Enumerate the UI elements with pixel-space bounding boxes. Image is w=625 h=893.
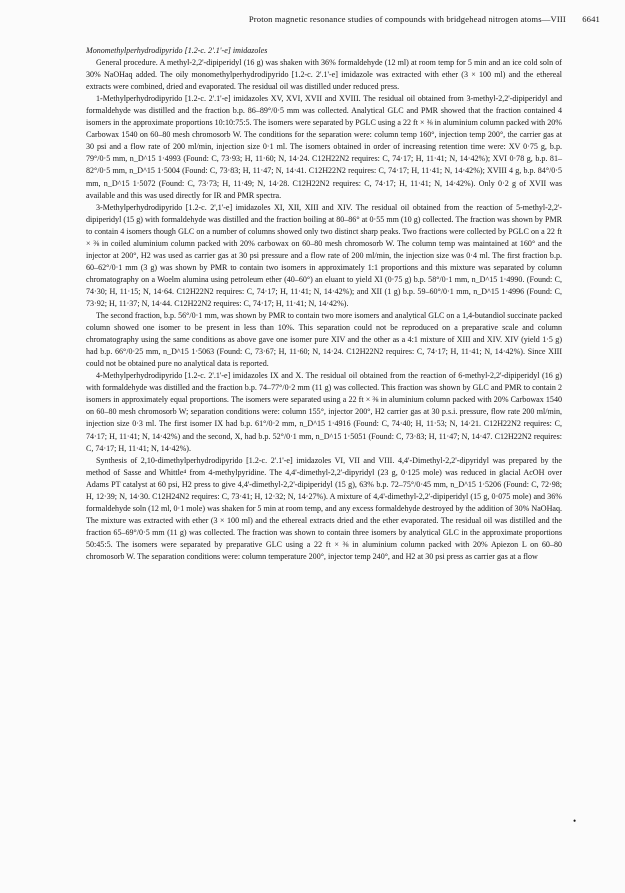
paragraph-4-methyl: 4-Methylperhydrodipyrido [1.2-c. 2'.1'-e] imidazoles IX and X. The residual oil obtained from the reaction of 6-methyl-2,2'-dipiperidyl (16 g) with formaldehyde was distilled and the fraction b.p. 74–77°/0·2 mm (11 g) was collected. This fraction was shown by GLC and PMR to contain 2 isomers in approximately equal proportions. The isomers were separated using a 22 ft × ⅜ in aluminium column packed with 20% Carbowax 1540 on 60–80 mesh chromosorb W; separation conditions were: column 155°, injector 200°, H2 carrier gas at 30 p.s.i. pressure, flow rate 200 ml/min, injection size 0·3 ml. The first isomer IX had b.p. 61°/0·2 mm, n_D^15 1·4916 (Found: C, 74·40; H, 11·53; N, 14·21. C12H22N2 requires: C, 74·17; H, 11·41; N, 14·42%) and the second, X, had b.p. 52°/0·1 mm, n_D^15 1·5051 (Found: C, 73·83; H, 11·47; N, 14·47. C12H22N2 requires: C, 74·17; H, 11·41; N, 14·42%).: [86, 371, 562, 453]
running-head: [0, 14, 600, 24]
paragraph-3-methyl: 3-Methylperhydrodipyrido [1.2-c. 2',1'-e] imidazoles XI, XII, XIII and XIV. The residual oil obtained from the reaction of 5-methyl-2,2'-dipiperidyl (15 g) with formaldehyde was distilled and the fraction boiling at 80–86° at 0·55 mm (10 g) collected. The fraction was shown by PMR to contain 4 isomers though GLC on a number of columns showed only two distinct sharp peaks. Two fractions were collected by PGLC on a 22 ft × ⅜ in coiled aluminium column packed with 20% carbowax on 60–80 mesh chromosorb W. The column temp was maintained at 160° and the injector at 200°, H2 was used as carrier gas at 30 psi pressure and a flow rate of 200 ml/min, the injection size was 0·4 ml. The first fraction b.p. 60–62°/0·1 mm (3 g) was shown by PMR to contain two isomers in approximately 1:1 proportions and this mixture was separated by column chromatography on a Woelm alumina using petroleum ether (40–60°) an eluant to yield XI (0·75 g) b.p. 58°/0·1 mm, n_D^15 1·4990. (Found: C, 74·30; H, 11·15; N, 14·64. C12H22N2 requires: C, 74·17; H, 11·41; N, 14·42%); and XII (1 g) b.p. 59–60°/0·1 mm, n_D^15 1·4996 (Found: C, 73·92; H, 11·37; N, 14·44. C12H22N2 requires: C, 74·17; H, 11·41; N, 14·42%).: [86, 202, 562, 308]
page-number: 6641: [582, 14, 600, 24]
section-heading: Monomethylperhydrodipyrido [1.2-c. 2'.1'-e] imidazoles: [86, 46, 268, 55]
running-title: Proton magnetic resonance studies of compounds with bridgehead nitrogen atoms—VIII: [248, 14, 566, 24]
body-text: [86, 45, 562, 563]
paragraph-3-methyl-second-fraction: The second fraction, b.p. 56°/0·1 mm, was shown by PMR to contain two more isomers and analytical GLC on a 1,4-butandiol succinate packed column showed one isomer to be present in less than 10%. This separation could not be reproduced on a preparative scale and column chromatography using the same conditions as above gave one isomer pure XIV and the other as a 4:1 mixture of XIII and XIV. XIV (yield 1·5 g) had b.p. 66°/0·25 mm, n_D^15 1·5063 (Found: C, 73·67; H, 11·60; N, 14·24. C12H22N2 requires: C, 74·17; H, 11·41; N, 14·42%). Since XIII could not be obtained pure no analytical data is reported.: [86, 311, 562, 369]
paragraph-synthesis: Synthesis of 2,10-dimethylperhydrodipyrido [1.2-c. 2'.1'-e] imidazoles VI, VII and VIII. 4,4'-Dimethyl-2,2'-dipyridyl was prepared by the method of Sasse and Whittle⁴ from 4-methylpyridine. The 4,4'-dimethyl-2,2'-dipyridyl (23 g, 0·125 mole) was reduced in glacial AcOH over Adams PT catalyst at 60 psi, H2 press to give 4,4'-dimethyl-2,2'-dipiperidyl (15 g), 63% b.p. 72–75°/0·45 mm, n_D^15 1·5206 (Found: C, 72·98; H, 12·39; N, 14·30. C12H24N2 requires: C, 73·41; H, 12·32; N, 14·27%). A mixture of 4,4'-dimethyl-2,2'-dipiperidyl (15 g, 0·075 mole) and 36% formaldehyde soln (12 ml, 0·1 mole) was shaken for 5 min at room temp, and any excess formaldehyde destroyed by the addition of 30% NaOHaq. The mixture was extracted with ether (3 × 100 ml) and the ethereal extracts dried and the ether evaporated. The residual oil was distilled and the fraction 65–69°/0·5 mm (11 g) was collected. The fraction was shown to contain three isomers by analytical GLC in the approximate proportions 50:45:5. The isomers were separated by preparative GLC using a 22 ft × ⅜ in aluminium column packed with 20% Apiezon L on 60–80 chromosorb W. The separation conditions were: column temperature 200°, injector temp 240°, and H2 at 30 psi press as carrier gas at a flow: [86, 455, 562, 561]
margin-mark: •: [573, 816, 577, 826]
paragraph-1-methyl: 1-Methylperhydrodipyrido [1.2-c. 2'.1'-e] imidazoles XV, XVI, XVII and XVIII. The residual oil obtained from 3-methyl-2,2'-dipiperidyl and formaldehyde was distilled and the fraction b.p. 86–89°/0·5 mm was collected. Analytical GLC and PMR showed that the fraction contained 4 isomers in the approximate proportions 10:10:75:5. The isomers were separated by PGLC using a 22 ft × ⅜ in aluminium column packed with 20% Carbowax 1540 on 60–80 mesh chromosorb W. The conditions for the separation were: column temp 160°, injection temp 200°, the carrier gas at 30 psi and a flow rate of 200 ml/min, injection size 0·1 ml. The isomers obtained in order of increasing retention time were: XV 0·75 g, b.p. 79°/0·5 mm, n_D^15 1·4993 (Found: C, 73·93; H, 11·60; N, 14·24. C12H22N2 requires: C, 74·17; H, 11·41; N, 14·42%); XVI 0·78 g, b.p. 81–82°/0·5 mm, n_D^15 1·5004 (Found: C, 73·83; H, 11·47; N, 14·41. C12H22N2 requires: C, 74·17; H, 11·41; N, 14·42%); XVIII 4 g, b.p. 84°/0·5 mm, n_D^15 1·5072 (Found: C, 73·73; H, 11·49; N, 14·28. C12H22N2 requires: C, 74·17; H, 11·41; N, 14·42%). Only 0·2 g of XVII was available and this was used directly for IR and PMR spectra.: [86, 94, 562, 200]
paragraph-general-procedure: General procedure. A methyl-2,2'-dipiperidyl (16 g) was shaken with 36% formaldehyde (12 ml) at room temp for 5 min and an ice cold soln of 30% NaOHaq added. The oily monomethylperhydrodipyrido [1.2-c. 2'.1'-e] imidazole was extracted with ether (3 × 100 ml) and the ethereal extracts were combined, dried and evaporated. The residual oil was distilled under reduced press.: [86, 58, 562, 92]
